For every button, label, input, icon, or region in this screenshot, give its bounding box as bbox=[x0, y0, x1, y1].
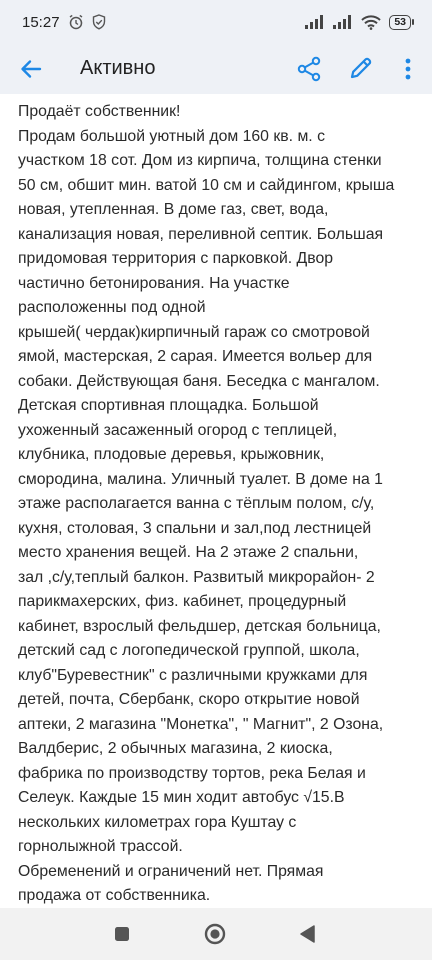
home-icon[interactable] bbox=[203, 922, 227, 946]
description-line: детский сад с логопедической группой, школа, bbox=[18, 642, 360, 659]
description-line: ямой, мастерская, 2 сарая. Имеется вольер для bbox=[18, 348, 373, 365]
share-icon[interactable] bbox=[296, 56, 322, 82]
description-line: собаки. Действующая баня. Беседка с мангалом. bbox=[18, 372, 380, 390]
arrow-back-icon[interactable] bbox=[18, 56, 44, 82]
wifi-icon bbox=[361, 15, 381, 30]
description-line: фабрика по производству тортов, река Белая и bbox=[18, 764, 366, 782]
description-line: Детская спортивная площадка. Большой bbox=[18, 397, 319, 414]
description-line: детей, почта, Сбербанк, скоро открытие новой bbox=[18, 691, 360, 708]
signal-icon bbox=[305, 15, 325, 29]
description-line: Обременений и ограничений нет. Прямая bbox=[18, 862, 324, 880]
app-bar bbox=[0, 44, 432, 94]
description-line: Валдберис, 2 обычных магазина, 2 киоска, bbox=[18, 740, 333, 757]
description-line: кабинет, взрослый фельдшер, детская больница, bbox=[18, 617, 381, 635]
back-nav-icon[interactable] bbox=[296, 922, 320, 946]
description-line: аптеки, 2 магазина "Монетка", " Магнит", 2 Озона, bbox=[18, 715, 384, 733]
description-line: зал ,с/у,теплый балкон. Развитый микрорайон- 2 bbox=[18, 568, 375, 586]
description-line: Продаёт собственник! bbox=[18, 103, 181, 120]
battery-level: 53 bbox=[389, 15, 411, 30]
listing-content[interactable] bbox=[0, 94, 432, 908]
description-line: расположенны под одной bbox=[18, 299, 206, 316]
description-line: участком 18 сот. Дом из кирпича, толщина стенки bbox=[18, 152, 382, 169]
description-line: клуб"Буревестник" с различными кружками для bbox=[18, 666, 368, 684]
status-bar bbox=[0, 0, 432, 44]
page-title: Активно bbox=[80, 57, 156, 79]
description-line: кухня, столовая, 3 спальни и зал,под лестницей bbox=[18, 519, 372, 537]
shield-check-icon bbox=[92, 14, 106, 30]
description-line: этаже располагается ванна с тёплым полом, с/у, bbox=[18, 495, 375, 512]
alarm-clock-icon bbox=[68, 14, 84, 30]
description-line: крышей( чердак)кирпичный гараж со смотровой bbox=[18, 323, 370, 341]
description-line: нескольких километрах гора Куштау с bbox=[18, 813, 297, 831]
description-line: новая, утепленная. В доме газ, свет, вода, bbox=[18, 201, 329, 218]
signal-icon bbox=[333, 15, 353, 29]
description-line: канализация новая, переливной септик. Большая bbox=[18, 225, 384, 243]
description-line: 50 см, обшит мин. ватой 10 см и сайдингом, крыша bbox=[18, 176, 395, 194]
description-line: частично бетонирования. На участке bbox=[18, 274, 290, 292]
more-vert-icon[interactable] bbox=[398, 56, 418, 82]
description-line: смородина, малина. Уличный туалет. В доме на 1 bbox=[18, 470, 383, 488]
description-line: Селеук. Каждые 15 мин ходит автобус √15.В bbox=[18, 789, 345, 806]
description-line: Продам большой уютный дом 160 кв. м. с bbox=[18, 127, 325, 145]
description-line: ухоженный засаженный огород с теплицей, bbox=[18, 421, 338, 439]
description-line: продажа от собственника. bbox=[18, 887, 211, 904]
description-line: горнолыжной трассой. bbox=[18, 838, 183, 855]
recent-apps-icon[interactable] bbox=[110, 922, 134, 946]
battery-icon bbox=[389, 15, 414, 30]
status-time: 15:27 bbox=[22, 13, 60, 31]
system-nav-bar bbox=[0, 908, 432, 960]
description-line: придомовая территория с парковкой. Двор bbox=[18, 250, 334, 267]
pencil-icon[interactable] bbox=[348, 55, 374, 81]
description-line: парикмахерских, физ. кабинет, процедурный bbox=[18, 593, 347, 610]
listing-description bbox=[0, 94, 432, 908]
description-line: клубника, плодовые деревья, крыжовник, bbox=[18, 446, 325, 463]
description-line: место хранения вещей. На 2 этаже 2 спальни, bbox=[18, 544, 359, 561]
